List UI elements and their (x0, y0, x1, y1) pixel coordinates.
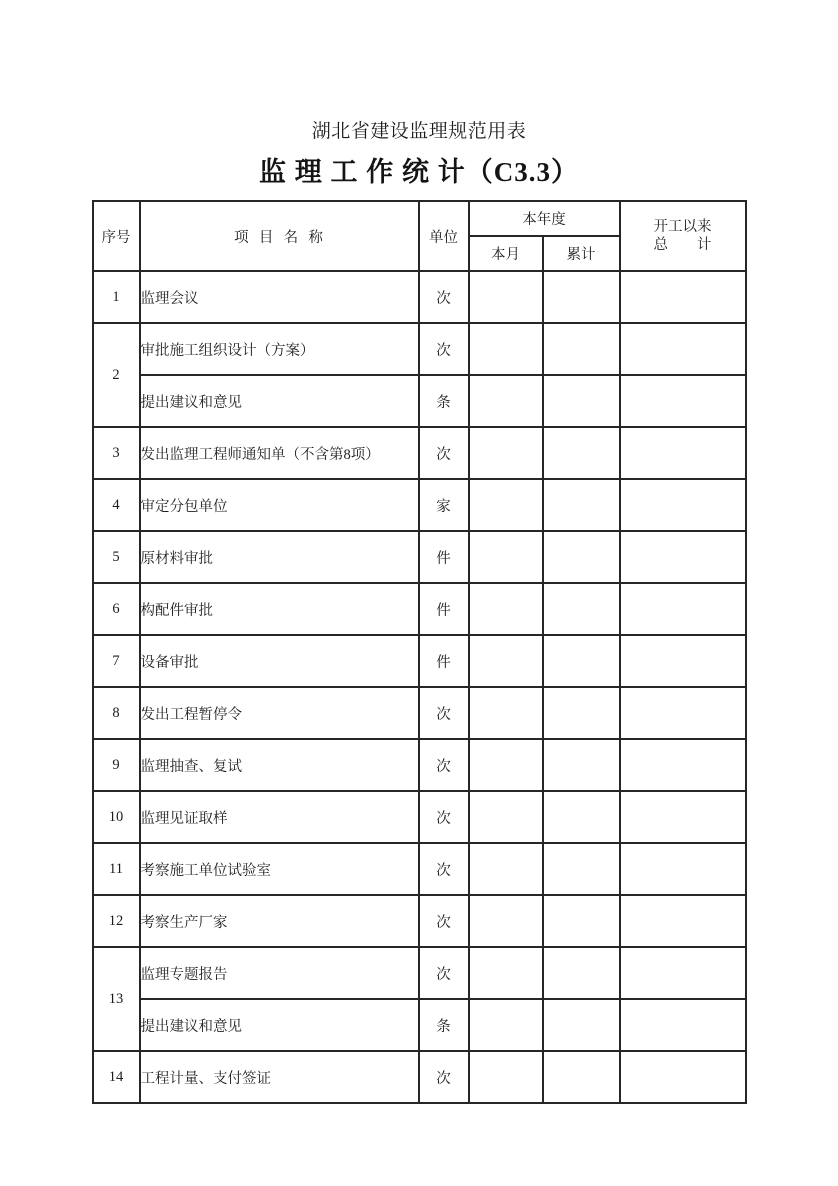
total-value-cell (620, 843, 746, 895)
month-value-cell (469, 739, 543, 791)
total-value-cell (620, 531, 746, 583)
item-unit: 次 (419, 739, 469, 791)
month-value-cell (469, 635, 543, 687)
table-row (93, 427, 746, 479)
month-value-cell (469, 531, 543, 583)
table-row (93, 323, 746, 375)
cumulative-value-cell (543, 1051, 620, 1103)
item-unit: 次 (419, 427, 469, 479)
cumulative-value-cell (543, 583, 620, 635)
total-value-cell (620, 479, 746, 531)
item-name: 考察施工单位试验室 (140, 843, 419, 895)
cumulative-value-cell (543, 739, 620, 791)
item-name: 发出工程暂停令 (140, 687, 419, 739)
table-row (93, 271, 746, 323)
col-header-cumulative: 累计 (543, 236, 620, 271)
item-name: 监理专题报告 (140, 947, 419, 999)
table-row (93, 687, 746, 739)
supervision-statistics-table (92, 200, 747, 1104)
month-value-cell (469, 895, 543, 947)
item-name: 设备审批 (140, 635, 419, 687)
table-row (93, 895, 746, 947)
total-value-cell (620, 687, 746, 739)
item-unit: 次 (419, 323, 469, 375)
row-number: 12 (93, 895, 140, 947)
total-value-cell (620, 739, 746, 791)
table-row (93, 479, 746, 531)
col-header-current-year: 本年度 (469, 201, 620, 236)
total-value-cell (620, 323, 746, 375)
total-value-cell (620, 427, 746, 479)
cumulative-value-cell (543, 531, 620, 583)
total-value-cell (620, 947, 746, 999)
item-unit: 次 (419, 1051, 469, 1103)
month-value-cell (469, 375, 543, 427)
cumulative-value-cell (543, 947, 620, 999)
col-header-total-since-start (620, 201, 746, 271)
cumulative-value-cell (543, 635, 620, 687)
month-value-cell (469, 323, 543, 375)
row-number: 8 (93, 687, 140, 739)
row-number: 4 (93, 479, 140, 531)
item-name: 原材料审批 (140, 531, 419, 583)
month-value-cell (469, 999, 543, 1051)
header-row-1 (93, 201, 746, 236)
row-number: 14 (93, 1051, 140, 1103)
row-number: 3 (93, 427, 140, 479)
month-value-cell (469, 427, 543, 479)
row-number: 7 (93, 635, 140, 687)
item-name: 审定分包单位 (140, 479, 419, 531)
total-value-cell (620, 895, 746, 947)
total-value-cell (620, 635, 746, 687)
row-number: 1 (93, 271, 140, 323)
total-value-cell (620, 375, 746, 427)
cumulative-value-cell (543, 687, 620, 739)
row-number: 11 (93, 843, 140, 895)
item-unit: 次 (419, 843, 469, 895)
col-header-seq: 序号 (93, 201, 140, 271)
month-value-cell (469, 687, 543, 739)
row-number: 9 (93, 739, 140, 791)
item-unit: 次 (419, 271, 469, 323)
table-row (93, 1051, 746, 1103)
item-unit: 家 (419, 479, 469, 531)
item-unit: 条 (419, 999, 469, 1051)
table-row (93, 791, 746, 843)
item-name: 构配件审批 (140, 583, 419, 635)
cumulative-value-cell (543, 427, 620, 479)
item-unit: 件 (419, 635, 469, 687)
table-subrow (93, 375, 746, 427)
item-name: 监理见证取样 (140, 791, 419, 843)
item-name: 发出监理工程师通知单（不含第8项） (140, 427, 419, 479)
cumulative-value-cell (543, 895, 620, 947)
table-row (93, 531, 746, 583)
month-value-cell (469, 271, 543, 323)
item-name: 提出建议和意见 (140, 375, 419, 427)
month-value-cell (469, 947, 543, 999)
table-row (93, 739, 746, 791)
item-unit: 次 (419, 687, 469, 739)
form-series-title: 湖北省建设监理规范用表 (311, 121, 527, 142)
total-value-cell (620, 791, 746, 843)
item-name: 工程计量、支付签证 (140, 1051, 419, 1103)
item-unit: 条 (419, 375, 469, 427)
item-unit: 次 (419, 791, 469, 843)
cumulative-value-cell (543, 791, 620, 843)
table-row (93, 843, 746, 895)
total-value-cell (620, 1051, 746, 1103)
cumulative-value-cell (543, 479, 620, 531)
cumulative-value-cell (543, 999, 620, 1051)
table-row (93, 947, 746, 999)
col-header-month: 本月 (469, 236, 543, 271)
item-unit: 次 (419, 895, 469, 947)
item-unit: 次 (419, 947, 469, 999)
month-value-cell (469, 843, 543, 895)
row-number: 5 (93, 531, 140, 583)
item-unit: 件 (419, 531, 469, 583)
item-name: 监理会议 (140, 271, 419, 323)
item-name: 提出建议和意见 (140, 999, 419, 1051)
month-value-cell (469, 479, 543, 531)
total-value-cell (620, 583, 746, 635)
item-name: 审批施工组织设计（方案） (140, 323, 419, 375)
month-value-cell (469, 1051, 543, 1103)
row-number: 13 (93, 947, 140, 1051)
cumulative-value-cell (543, 271, 620, 323)
cumulative-value-cell (543, 323, 620, 375)
item-unit: 件 (419, 583, 469, 635)
row-number: 10 (93, 791, 140, 843)
item-name: 监理抽查、复试 (140, 739, 419, 791)
table-row (93, 635, 746, 687)
month-value-cell (469, 583, 543, 635)
total-value-cell (620, 999, 746, 1051)
total-since-start-label: 开工以来 总 计 (653, 218, 712, 253)
table-subrow (93, 999, 746, 1051)
row-number: 2 (93, 323, 140, 427)
item-name: 考察生产厂家 (140, 895, 419, 947)
col-header-unit: 单位 (419, 201, 469, 271)
col-header-item-name: 项 目 名 称 (140, 201, 419, 271)
month-value-cell (469, 791, 543, 843)
cumulative-value-cell (543, 375, 620, 427)
cumulative-value-cell (543, 843, 620, 895)
total-value-cell (620, 271, 746, 323)
table-row (93, 583, 746, 635)
row-number: 6 (93, 583, 140, 635)
page-title: 监 理 工 作 统 计（C3.3） (259, 157, 579, 187)
